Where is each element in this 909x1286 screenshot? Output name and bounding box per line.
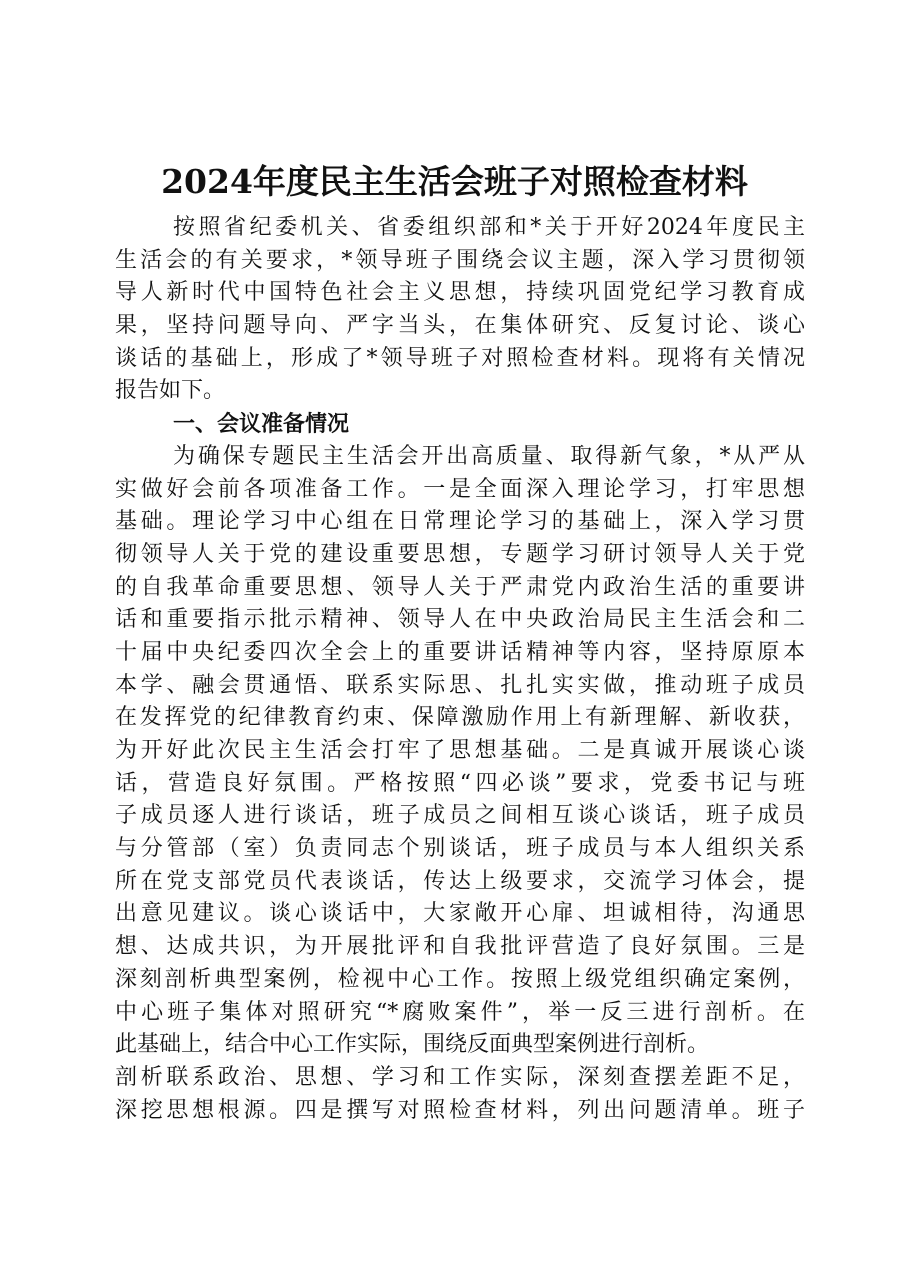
section-line: 深刻剖析典型案例，检视中心工作。按照上级党组织确定案例， — [115, 966, 805, 992]
section-line: 此基础上，结合中心工作实际，围绕反面典型案例进行剖析。 — [115, 1032, 710, 1058]
section-line: 在发挥党的纪律教育约束、保障激励作用上有新理解、新收获， — [115, 705, 805, 731]
section-line: 子成员逐人进行谈话，班子成员之间相互谈心谈话，班子成员 — [115, 803, 805, 829]
section-line: 剖析联系政治、思想、学习和工作实际，深刻查摆差距不足， — [115, 1064, 805, 1090]
section-line: 中心班子集体对照研究“*腐败案件”，举一反三进行剖析。在 — [115, 999, 805, 1025]
section-line: 深挖思想根源。四是撰写对照检查材料，列出问题清单。班子 — [115, 1097, 805, 1123]
section-line: 十届中央纪委四次全会上的重要讲话精神等内容，坚持原原本 — [115, 639, 805, 665]
section-line: 本学、融会贯通悟、联系实际思、扎扎实实做，推动班子成员 — [115, 672, 805, 698]
section-line: 想、达成共识，为开展批评和自我批评营造了良好氛围。三是 — [115, 934, 805, 960]
section-line: 的自我革命重要思想、领导人关于严肃党内政治生活的重要讲 — [115, 574, 805, 600]
intro-line: 导人新时代中国特色社会主义思想，持续巩固党纪学习教育成 — [115, 280, 805, 306]
section-heading: 一、会议准备情况 — [173, 411, 350, 438]
section-line: 与分管部（室）负责同志个别谈话，班子成员与本人组织关系 — [115, 836, 805, 862]
section-line: 为开好此次民主生活会打牢了思想基础。二是真诚开展谈心谈 — [115, 738, 805, 763]
intro-line: 谈话的基础上，形成了*领导班子对照检查材料。现将有关情况 — [115, 345, 805, 371]
document-title: 2024年度民主生活会班子对照检查材料 — [161, 162, 748, 201]
section-line: 出意见建议。谈心谈话中，大家敞开心扉、坦诚相待，沟通思 — [115, 901, 805, 927]
section-line: 基础。理论学习中心组在日常理论学习的基础上，深入学习贯 — [115, 509, 805, 535]
section-line: 话和重要指示批示精神、领导人在中央政治局民主生活会和二 — [115, 607, 805, 633]
section-line: 为确保专题民主生活会开出高质量、取得新气象，*从严从 — [173, 443, 805, 469]
intro-line: 报告如下。 — [115, 378, 226, 404]
document-body — [115, 212, 805, 1127]
intro-line: 按照省纪委机关、省委组织部和*关于开好2024年度民主 — [173, 215, 805, 240]
intro-line: 生活会的有关要求，*领导班子围绕会议主题，深入学习贯彻领 — [115, 247, 805, 273]
section-line: 话，营造良好氛围。严格按照“四必谈”要求，党委书记与班 — [115, 770, 805, 796]
intro-line: 果，坚持问题导向、严字当头，在集体研究、反复讨论、谈心 — [115, 313, 805, 339]
section-line: 所在党支部党员代表谈话，传达上级要求，交流学习体会，提 — [115, 868, 805, 894]
section-line: 实做好会前各项准备工作。一是全面深入理论学习，打牢思想 — [115, 476, 805, 502]
section-line: 彻领导人关于党的建设重要思想，专题学习研讨领导人关于党 — [115, 541, 805, 567]
